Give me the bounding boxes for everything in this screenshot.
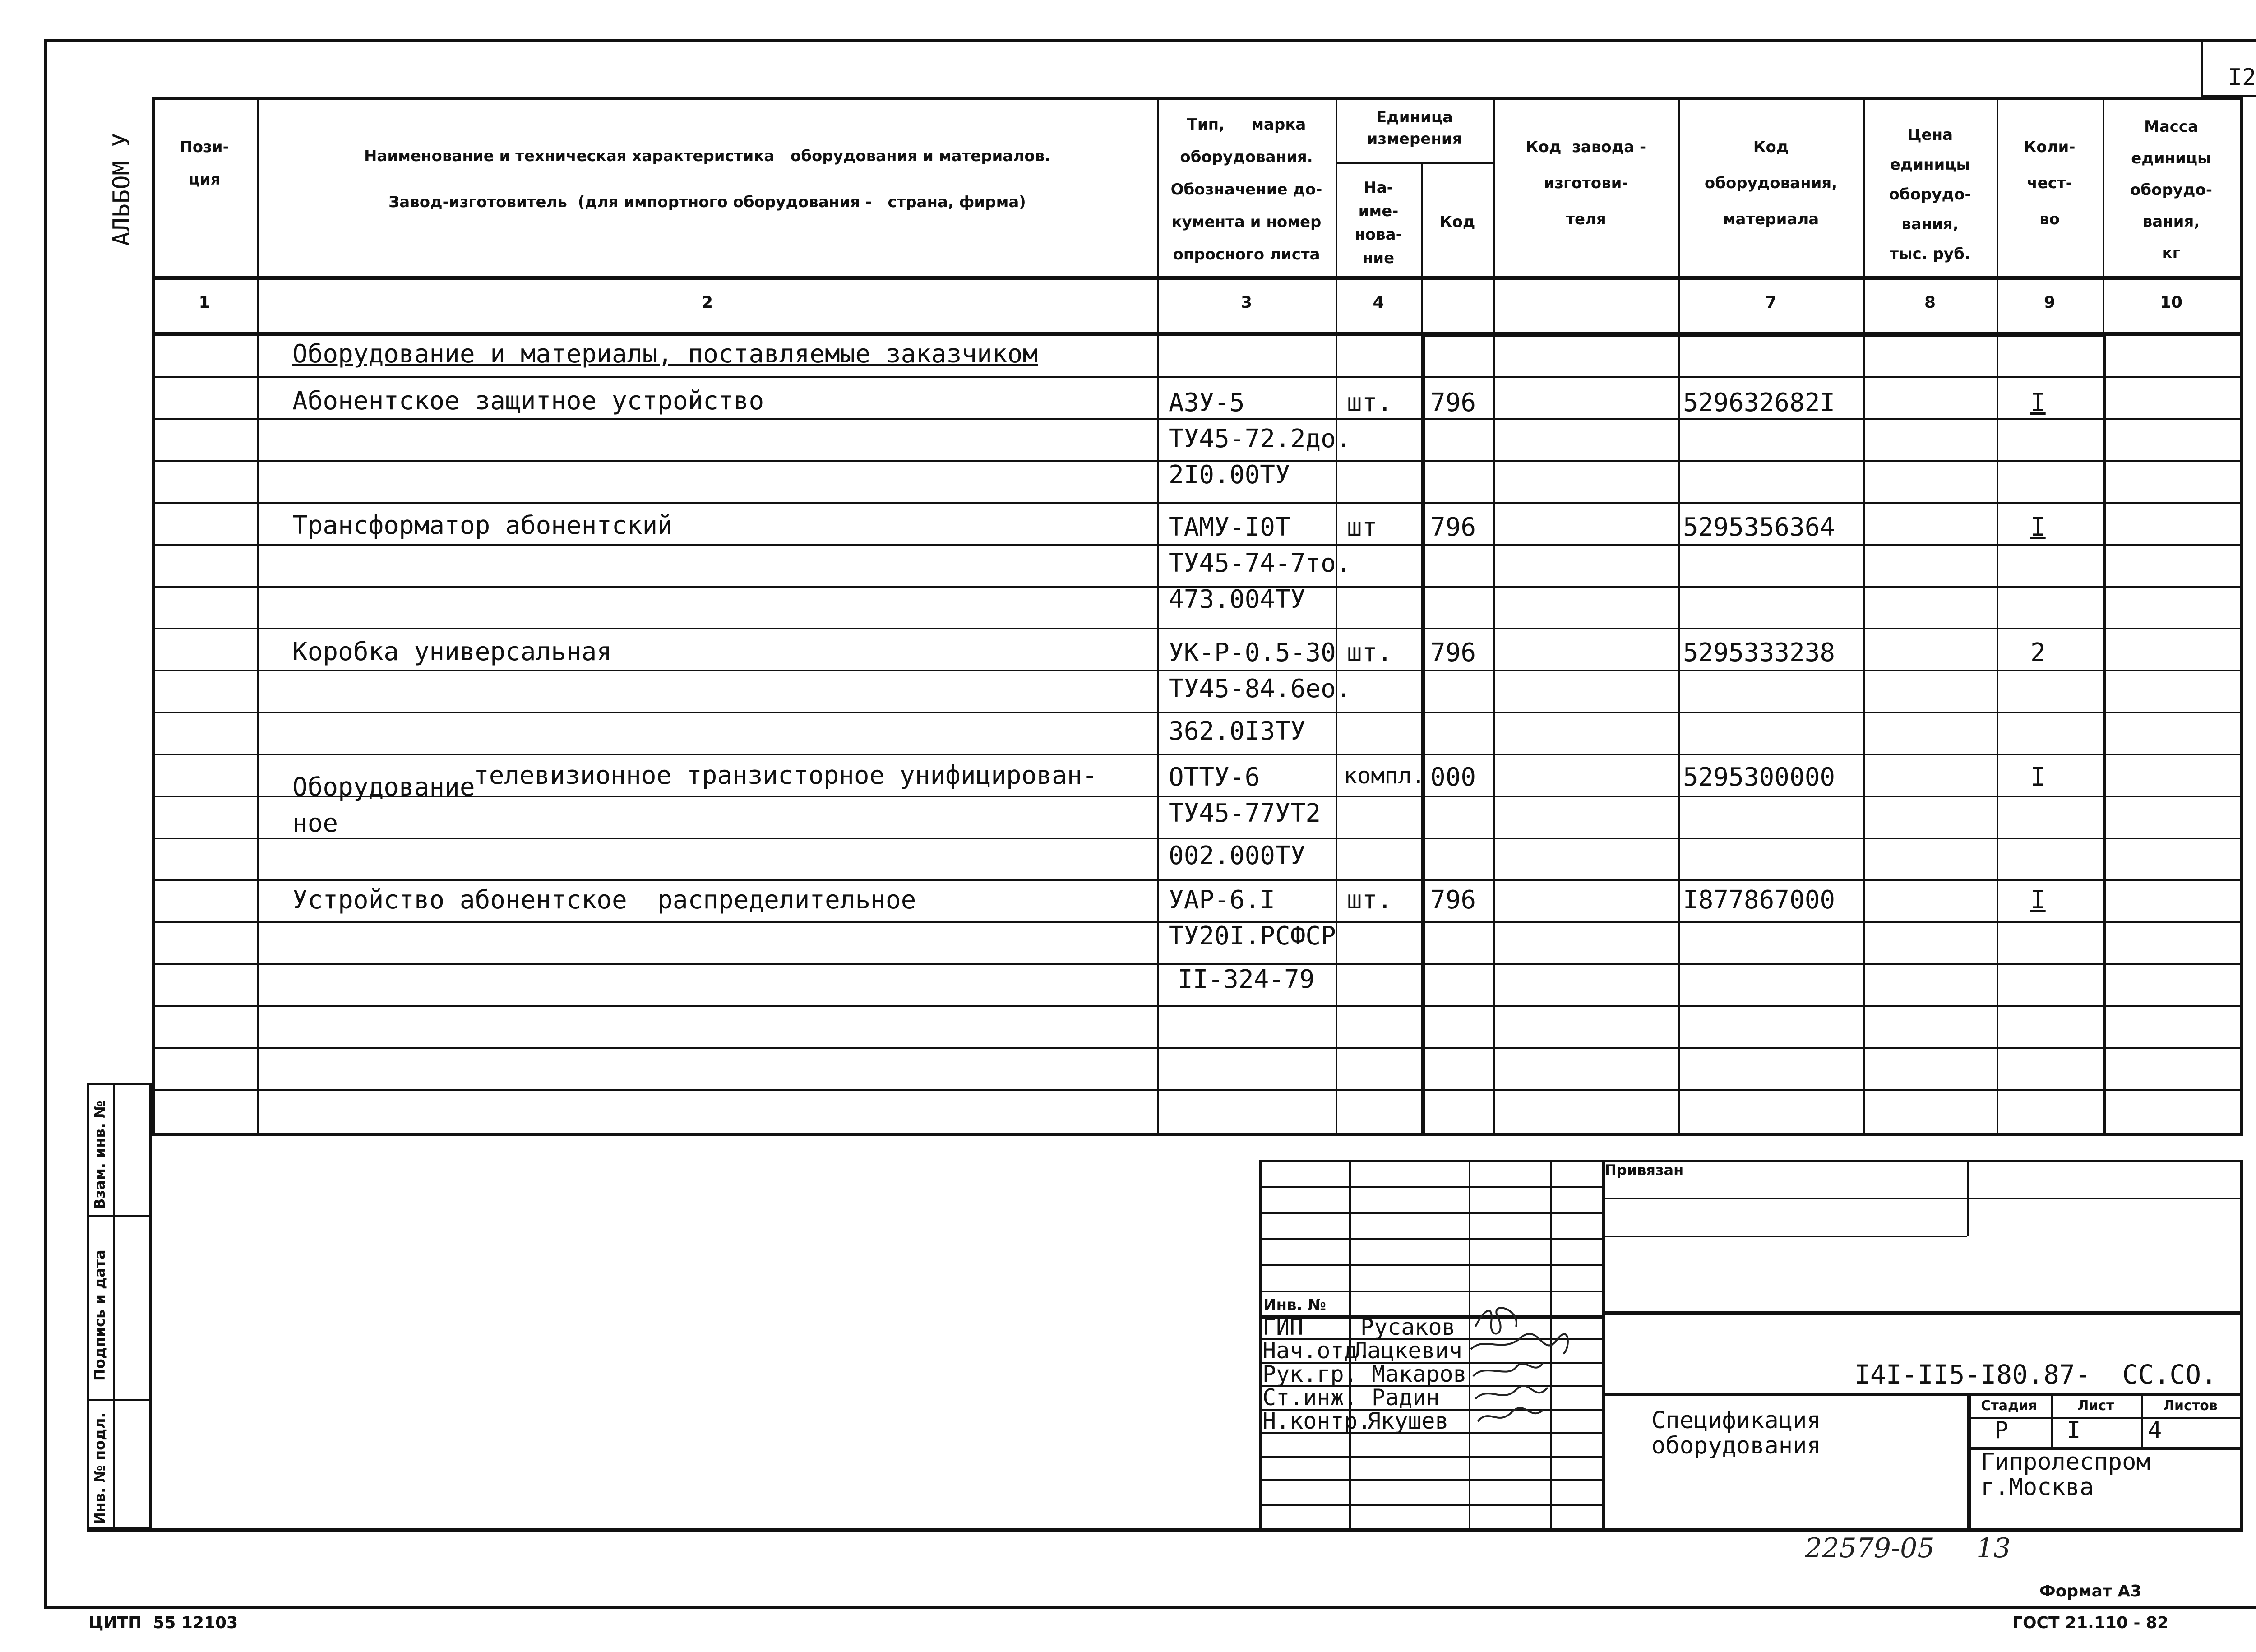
gost-label: ГОСТ 21.110 - 82 — [2012, 1614, 2169, 1632]
row-type: УК-Р-0.5-30 — [1169, 638, 1336, 667]
archive-number: 22579-05 — [1805, 1532, 1935, 1564]
format-label: Формат А3 — [2039, 1582, 2142, 1601]
header-unit: Единица измерения — [1367, 108, 1462, 148]
table-top-line — [152, 97, 2243, 100]
column-number: 3 — [1240, 293, 1253, 312]
row-qty: 2 — [2030, 638, 2046, 667]
column-number: 10 — [2159, 293, 2183, 312]
album-label: АЛЬБОМ У — [108, 133, 135, 246]
row-type: УАР-6.I — [1169, 885, 1276, 915]
sheets-label: Листов — [2163, 1398, 2218, 1414]
row-name-continued: ное — [292, 809, 338, 838]
row-unit: шт. — [1347, 885, 1393, 915]
row-type: 473.004ТУ — [1169, 585, 1306, 614]
row-equip-code: I877867000 — [1683, 885, 1835, 915]
attached-label: Привязан — [1604, 1161, 1684, 1179]
header-qty: Коли- чест- во — [2024, 138, 2076, 228]
row-name-raised: телевизионное транзисторное унифицирован- — [474, 761, 1098, 790]
column-number: 9 — [2043, 293, 2056, 312]
row-type: ОТТУ-6 — [1169, 763, 1260, 792]
role-label: Ст.инж. — [1262, 1384, 1358, 1411]
row-code: 796 — [1430, 513, 1476, 542]
inv-label: Инв. № — [1263, 1296, 1327, 1314]
section-title: Оборудование и материалы, поставляемые заказчиком — [292, 339, 1038, 369]
signatures — [1466, 1300, 1575, 1453]
row-type: ТУ45-72.2до. — [1169, 424, 1351, 453]
row-name: Трансформатор абонентский — [292, 511, 673, 540]
row-equip-code: 5295300000 — [1683, 763, 1835, 792]
row-qty: I — [2030, 513, 2046, 542]
person-name: Радин — [1372, 1384, 1440, 1411]
person-name: Русаков — [1360, 1314, 1456, 1340]
row-type: АЗУ-5 — [1169, 388, 1245, 417]
row-equip-code: 529632682I — [1683, 388, 1835, 417]
header-position: Пози- ция — [180, 138, 229, 189]
row-name: Устройство абонентское распределительное — [292, 885, 916, 915]
stage-label: Стадия — [1981, 1398, 2037, 1414]
row-type: ТУ45-74-7то. — [1169, 549, 1351, 578]
header-price: Цена единицы оборудо- вания, тыс. руб. — [1889, 126, 1971, 263]
table-left-line — [152, 97, 155, 1133]
header-equipment-code: Код оборудования, материала — [1704, 138, 1838, 228]
row-type: 362.0I3ТУ — [1169, 717, 1306, 746]
header-unit-name: На- име- нова- ние — [1355, 179, 1402, 267]
stamp-original-inv: Инв. № подл. — [91, 1412, 108, 1524]
document-title: Спецификация оборудования — [1651, 1407, 1821, 1459]
row-name: Коробка универсальная — [292, 637, 612, 666]
sheet-label: Лист — [2077, 1398, 2114, 1414]
header-type: Тип, марка оборудования. Обозначение до- кумента и номер опросного листа — [1170, 116, 1322, 264]
row-name: Оборудование — [292, 773, 475, 802]
column-number: 7 — [1765, 293, 1777, 312]
column-number: 8 — [1924, 293, 1936, 312]
row-type: ТУ20I.РСФСР — [1169, 921, 1336, 951]
person-name: Макаров — [1372, 1361, 1467, 1387]
printer-label: ЦИТП 55 12103 — [88, 1614, 238, 1632]
row-equip-code: 5295333238 — [1683, 638, 1835, 667]
person-name: Якушев — [1367, 1408, 1449, 1434]
row-type: II-324-79 — [1178, 965, 1315, 994]
row-name: Абонентское защитное устройство — [292, 386, 764, 416]
row-unit: шт. — [1347, 388, 1393, 417]
header-mass: Масса единицы оборудо- вания, кг — [2130, 118, 2212, 262]
sheet-value: I — [2066, 1417, 2081, 1444]
column-number: 4 — [1373, 293, 1384, 312]
row-type: 002.000ТУ — [1169, 841, 1306, 870]
person-name: Лацкевич — [1354, 1337, 1462, 1364]
column-number: 1 — [199, 293, 210, 312]
row-equip-code: 5295356364 — [1683, 513, 1835, 542]
row-code: 796 — [1430, 885, 1476, 915]
page-number-handwritten: 13 — [1976, 1532, 2011, 1564]
stamp-signature-date: Подпись и дата — [91, 1249, 108, 1381]
header-name: Наименование и техническая характеристика оборудования и материалов. Завод-изготовитель (для импортного оборудования - страна, фирма) — [364, 147, 1051, 211]
role-label: ГИП — [1262, 1314, 1304, 1340]
header-plant-code: Код завода - изготови- теля — [1526, 138, 1646, 228]
row-qty: I — [2030, 388, 2046, 417]
stamp-replaced-inv: Взам. инв. № — [91, 1101, 108, 1209]
document-code: I4I-II5-I80.87- СС.СО. — [1854, 1359, 2217, 1390]
role-label: Нач.отд. — [1262, 1337, 1371, 1364]
row-type: ТУ45-84.6ео. — [1169, 674, 1351, 703]
stage-value: Р — [1994, 1417, 2009, 1444]
row-type: 2I0.00ТУ — [1169, 460, 1290, 490]
row-unit: шт. — [1347, 638, 1393, 667]
column-number: 2 — [701, 293, 713, 312]
header-unit-code: Код — [1439, 213, 1475, 231]
row-type: ТАМУ-I0Т — [1169, 513, 1290, 542]
row-qty: I — [2030, 885, 2046, 915]
row-code: 000 — [1430, 763, 1476, 792]
sheets-value: 4 — [2148, 1417, 2162, 1444]
role-label: Рук.гр. — [1262, 1361, 1358, 1387]
row-code: 796 — [1430, 388, 1476, 417]
row-unit: шт — [1347, 513, 1378, 542]
sheet-number: I2 — [2228, 64, 2256, 91]
role-label: Н.контр. — [1262, 1408, 1371, 1434]
row-qty: I — [2030, 763, 2046, 792]
organization: Гипролеспром г.Москва — [1981, 1448, 2150, 1501]
row-code: 796 — [1430, 638, 1476, 667]
row-type: ТУ45-77УТ2 — [1169, 799, 1321, 828]
row-unit: компл. — [1344, 763, 1425, 789]
